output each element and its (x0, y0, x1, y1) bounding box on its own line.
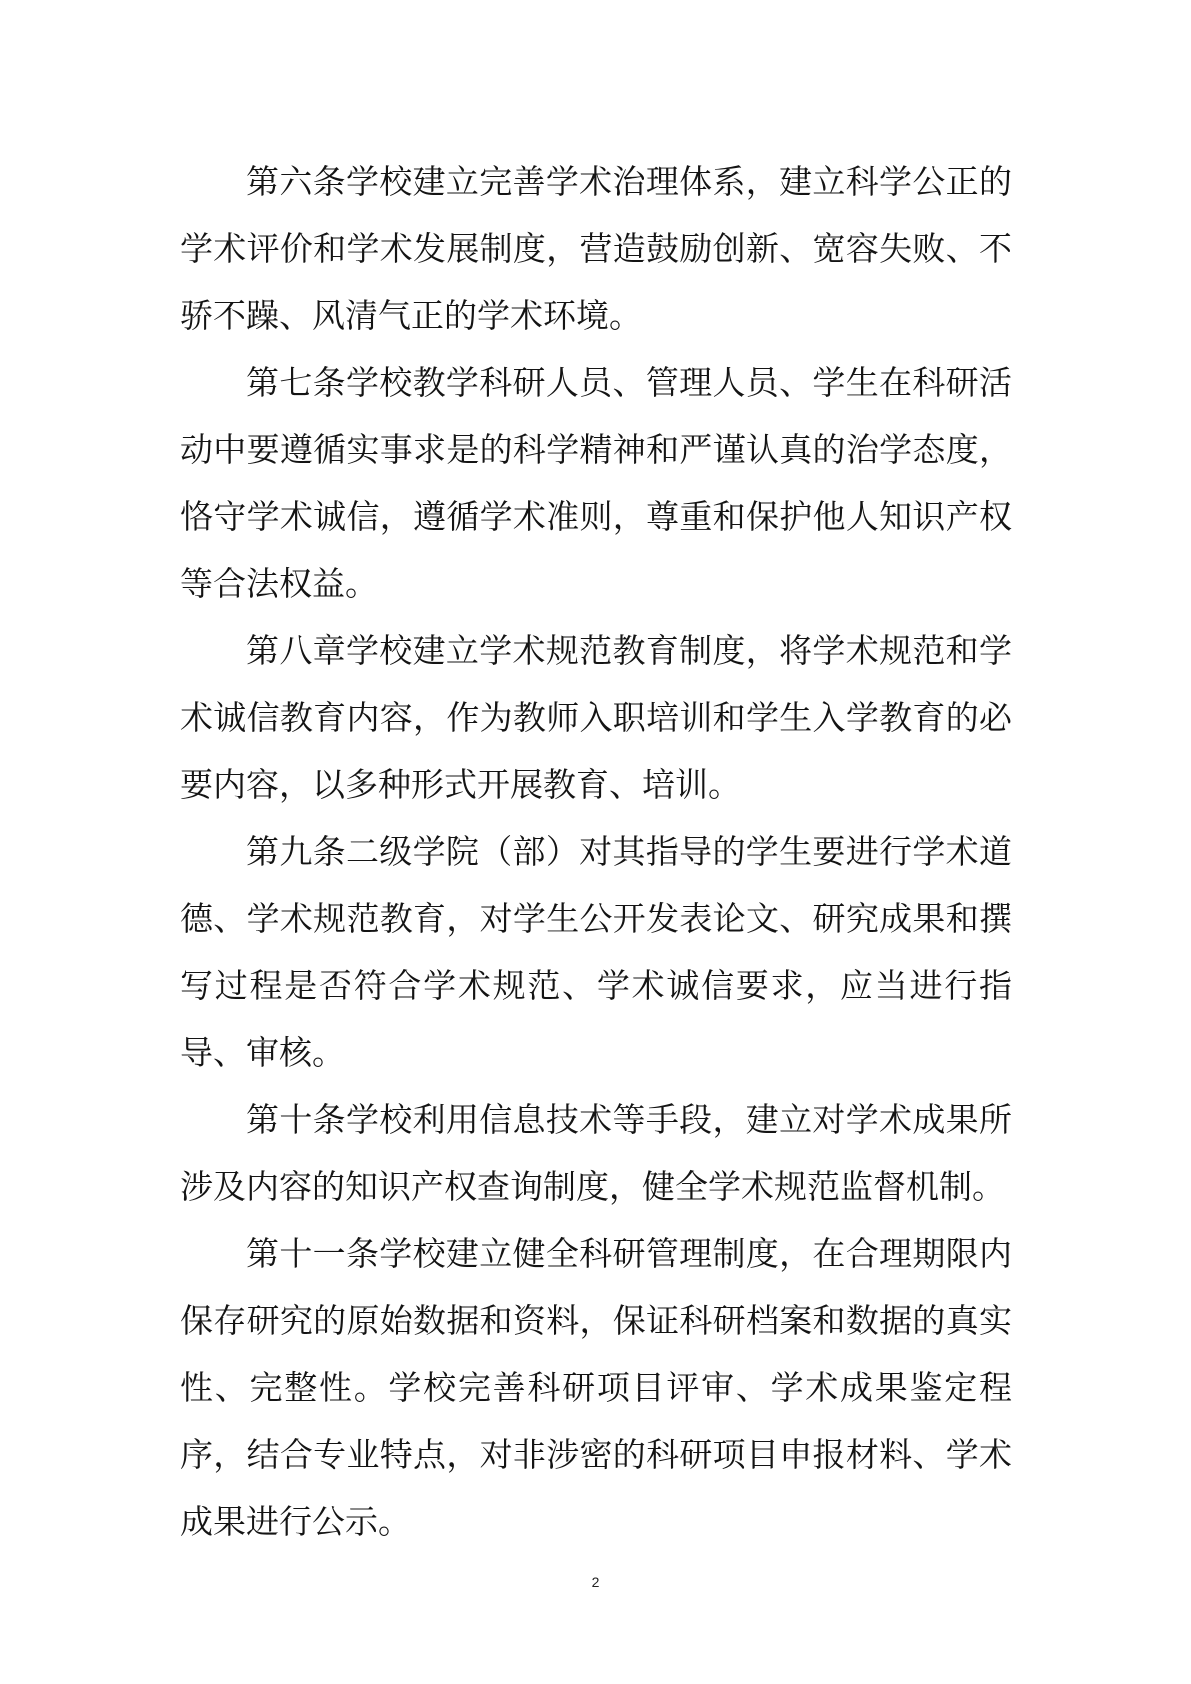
page-number: 2 (591, 1574, 600, 1590)
article-6: 第六条学校建立完善学术治理体系，建立科学公正的学术评价和学术发展制度，营造鼓励创新、宽容失败、不骄不躁、风清气正的学术环境。 (180, 162, 1012, 335)
article-7: 第七条学校教学科研人员、管理人员、学生在科研活动中要遵循实事求是的科学精神和严谨认真的治学态度，恪守学术诚信，遵循学术准则，尊重和保护他人知识产权等合法权益。 (180, 363, 1012, 603)
article-11: 第十一条学校建立健全科研管理制度，在合理期限内保存研究的原始数据和资料，保证科研档案和数据的真实性、完整性。学校完善科研项目评审、学术成果鉴定程序，结合专业特点，对非涉密的科研项目申报材料、学术成果进行公示。 (180, 1234, 1012, 1541)
article-10: 第十条学校利用信息技术等手段，建立对学术成果所涉及内容的知识产权查询制度，健全学术规范监督机制。 (180, 1100, 1012, 1206)
article-9: 第九条二级学院（部）对其指导的学生要进行学术道德、学术规范教育，对学生公开发表论文、研究成果和撰写过程是否符合学术规范、学术诚信要求，应当进行指导、审核。 (180, 832, 1012, 1072)
article-8: 第八章学校建立学术规范教育制度，将学术规范和学术诚信教育内容，作为教师入职培训和学生入学教育的必要内容，以多种形式开展教育、培训。 (180, 631, 1012, 804)
document-body (180, 148, 1012, 1555)
